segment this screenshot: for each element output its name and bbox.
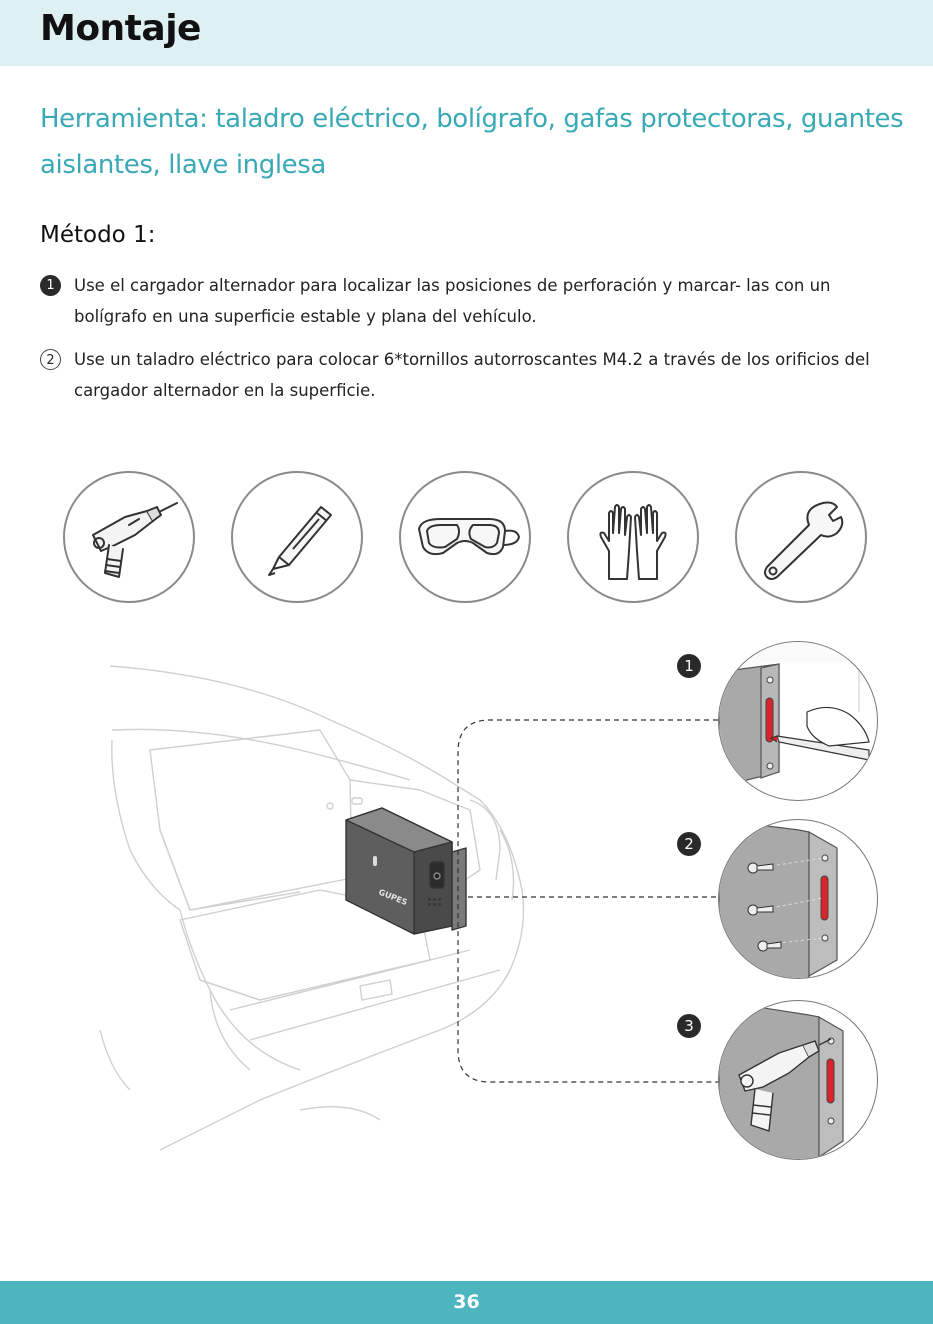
charger-brand-label: GUPES [377, 887, 409, 908]
method-heading: Método 1: [40, 222, 156, 248]
detail-step-badge-2: 2 [677, 832, 701, 856]
step-text: Use un taladro eléctrico para colocar 6*tornillos autorroscantes M4.2 a través de los orificios del cargador alternador en la superficie. [74, 350, 870, 400]
goggles-icon [401, 473, 529, 601]
tool-gloves [567, 471, 699, 603]
detail-screws [718, 819, 878, 979]
drill-icon [65, 473, 193, 601]
tool-drill [63, 471, 195, 603]
detail-step-badge-3: 3 [677, 1014, 701, 1038]
tool-wrench [735, 471, 867, 603]
detail-mark-holes [718, 641, 878, 801]
tool-pen [231, 471, 363, 603]
tools-heading: Herramienta: taladro eléctrico, bolígrafo, gafas protectoras, guantes aislantes, llave inglesa [40, 104, 904, 180]
page-number: 36 [453, 1291, 480, 1313]
pen-icon [233, 473, 361, 601]
page-title: Montaje [40, 8, 201, 49]
wrench-icon [737, 473, 865, 601]
tool-goggles [399, 471, 531, 603]
step-number-badge: 2 [40, 349, 61, 370]
gloves-icon [569, 473, 697, 601]
step-number-badge: 1 [40, 275, 61, 296]
detail-drilling [718, 1000, 878, 1160]
detail-step-badge-1: 1 [677, 654, 701, 678]
step-text: Use el cargador alternador para localizar las posiciones de perforación y marcar- las con un bolígrafo en una superficie estable y plana del vehículo. [74, 276, 831, 326]
